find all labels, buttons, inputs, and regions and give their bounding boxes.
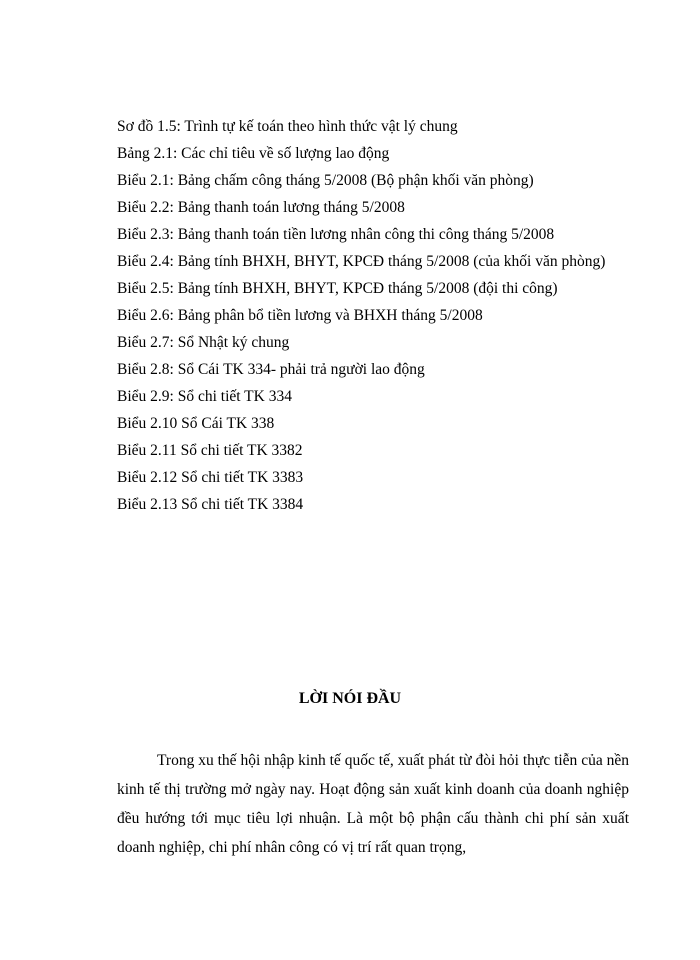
figure-list-item: Sơ đồ 1.5: Trình tự kế toán theo hình thức vật lý chung: [117, 118, 458, 135]
preface-title: LỜI NÓI ĐẦU: [298, 690, 402, 707]
figure-list-item: Biểu 2.12 Sổ chi tiết TK 3383: [117, 469, 304, 486]
figure-list-item: Biểu 2.10 Sổ Cái TK 338: [117, 415, 275, 432]
figure-list-item: Biểu 2.7: Sổ Nhật ký chung: [117, 334, 290, 351]
figure-list-item: Biểu 2.2: Bảng thanh toán lương tháng 5/2008: [117, 199, 405, 216]
figure-list-item: Biểu 2.3: Bảng thanh toán tiền lương nhân công thi công tháng 5/2008: [117, 226, 555, 243]
figure-list-item: Biểu 2.6: Bảng phân bổ tiền lương và BHXH tháng 5/2008: [117, 307, 483, 324]
figure-list-item: Biểu 2.13 Sổ chi tiết TK 3384: [117, 496, 304, 513]
preface-paragraph: Trong xu thế hội nhập kinh tế quốc tế, xuất phát từ đòi hỏi thực tiễn của nền kinh tế thị trường mở ngày nay. Hoạt động sản xuất kinh doanh của doanh nghiệp đều hướng tới mục tiêu lợi nhuận. Là một bộ phận cấu thành chi phí sản xuất doanh nghiệp, chi phí nhân công có vị trí rất quan trọng,: [117, 752, 629, 856]
figure-list-item: Biểu 2.5: Bảng tính BHXH, BHYT, KPCĐ tháng 5/2008 (đội thi công): [117, 280, 558, 297]
figure-list-item: Biểu 2.11 Sổ chi tiết TK 3382: [117, 442, 303, 459]
figure-list: [117, 113, 605, 518]
figure-list-item: Biểu 2.8: Sổ Cái TK 334- phải trả người lao động: [117, 361, 425, 378]
figure-list-item: Bảng 2.1: Các chỉ tiêu về số lượng lao động: [117, 145, 390, 162]
figure-list-item: Biểu 2.9: Sổ chi tiết TK 334: [117, 388, 292, 405]
figure-list-item: Biểu 2.1: Bảng chấm công tháng 5/2008 (Bộ phận khối văn phòng): [117, 172, 534, 189]
figure-list-item: Biểu 2.4: Bảng tính BHXH, BHYT, KPCĐ tháng 5/2008 (của khối văn phòng): [117, 253, 606, 270]
